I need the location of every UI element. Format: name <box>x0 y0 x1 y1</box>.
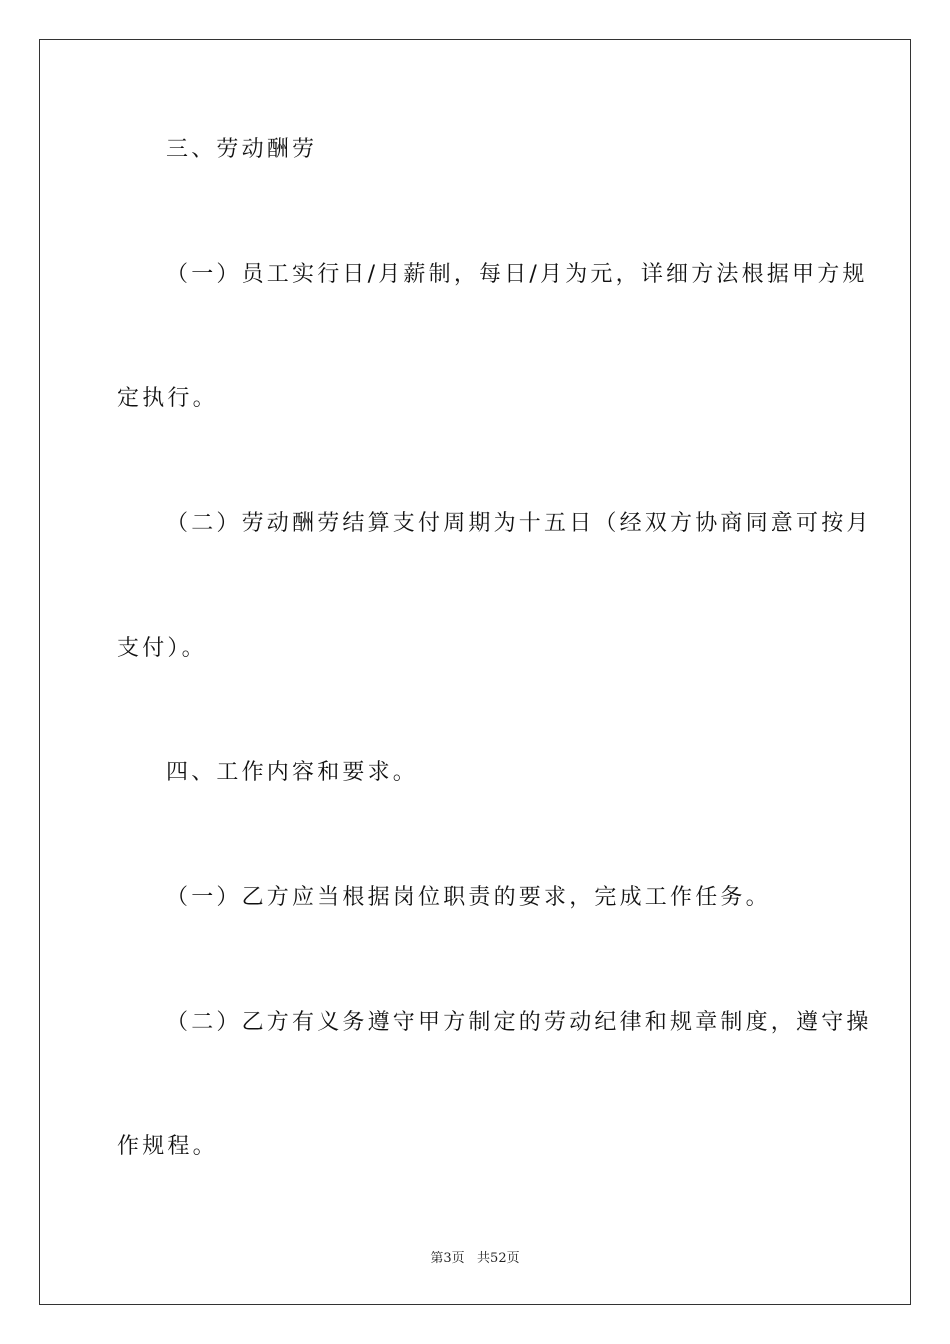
page-number-footer: 第3页 共52页 <box>430 1251 520 1266</box>
page-frame <box>39 39 911 1305</box>
section-heading-work-content: 四、工作内容和要求。 <box>166 760 419 785</box>
paragraph-line: （二）乙方有义务遵守甲方制定的劳动纪律和规章制度，遵守操 <box>166 1010 872 1035</box>
paragraph-line: 支付）。 <box>117 636 207 661</box>
paragraph-line: 作规程。 <box>117 1134 218 1159</box>
paragraph-line: 定执行。 <box>117 386 218 411</box>
paragraph-line: （二）劳动酬劳结算支付周期为十五日（经双方协商同意可按月 <box>166 511 872 536</box>
section-heading-remuneration: 三、劳动酬劳 <box>166 137 318 162</box>
paragraph-line: （一）乙方应当根据岗位职责的要求，完成工作任务。 <box>166 885 771 910</box>
paragraph-line: （一）员工实行日/月薪制，每日/月为元，详细方法根据甲方规 <box>166 262 868 287</box>
